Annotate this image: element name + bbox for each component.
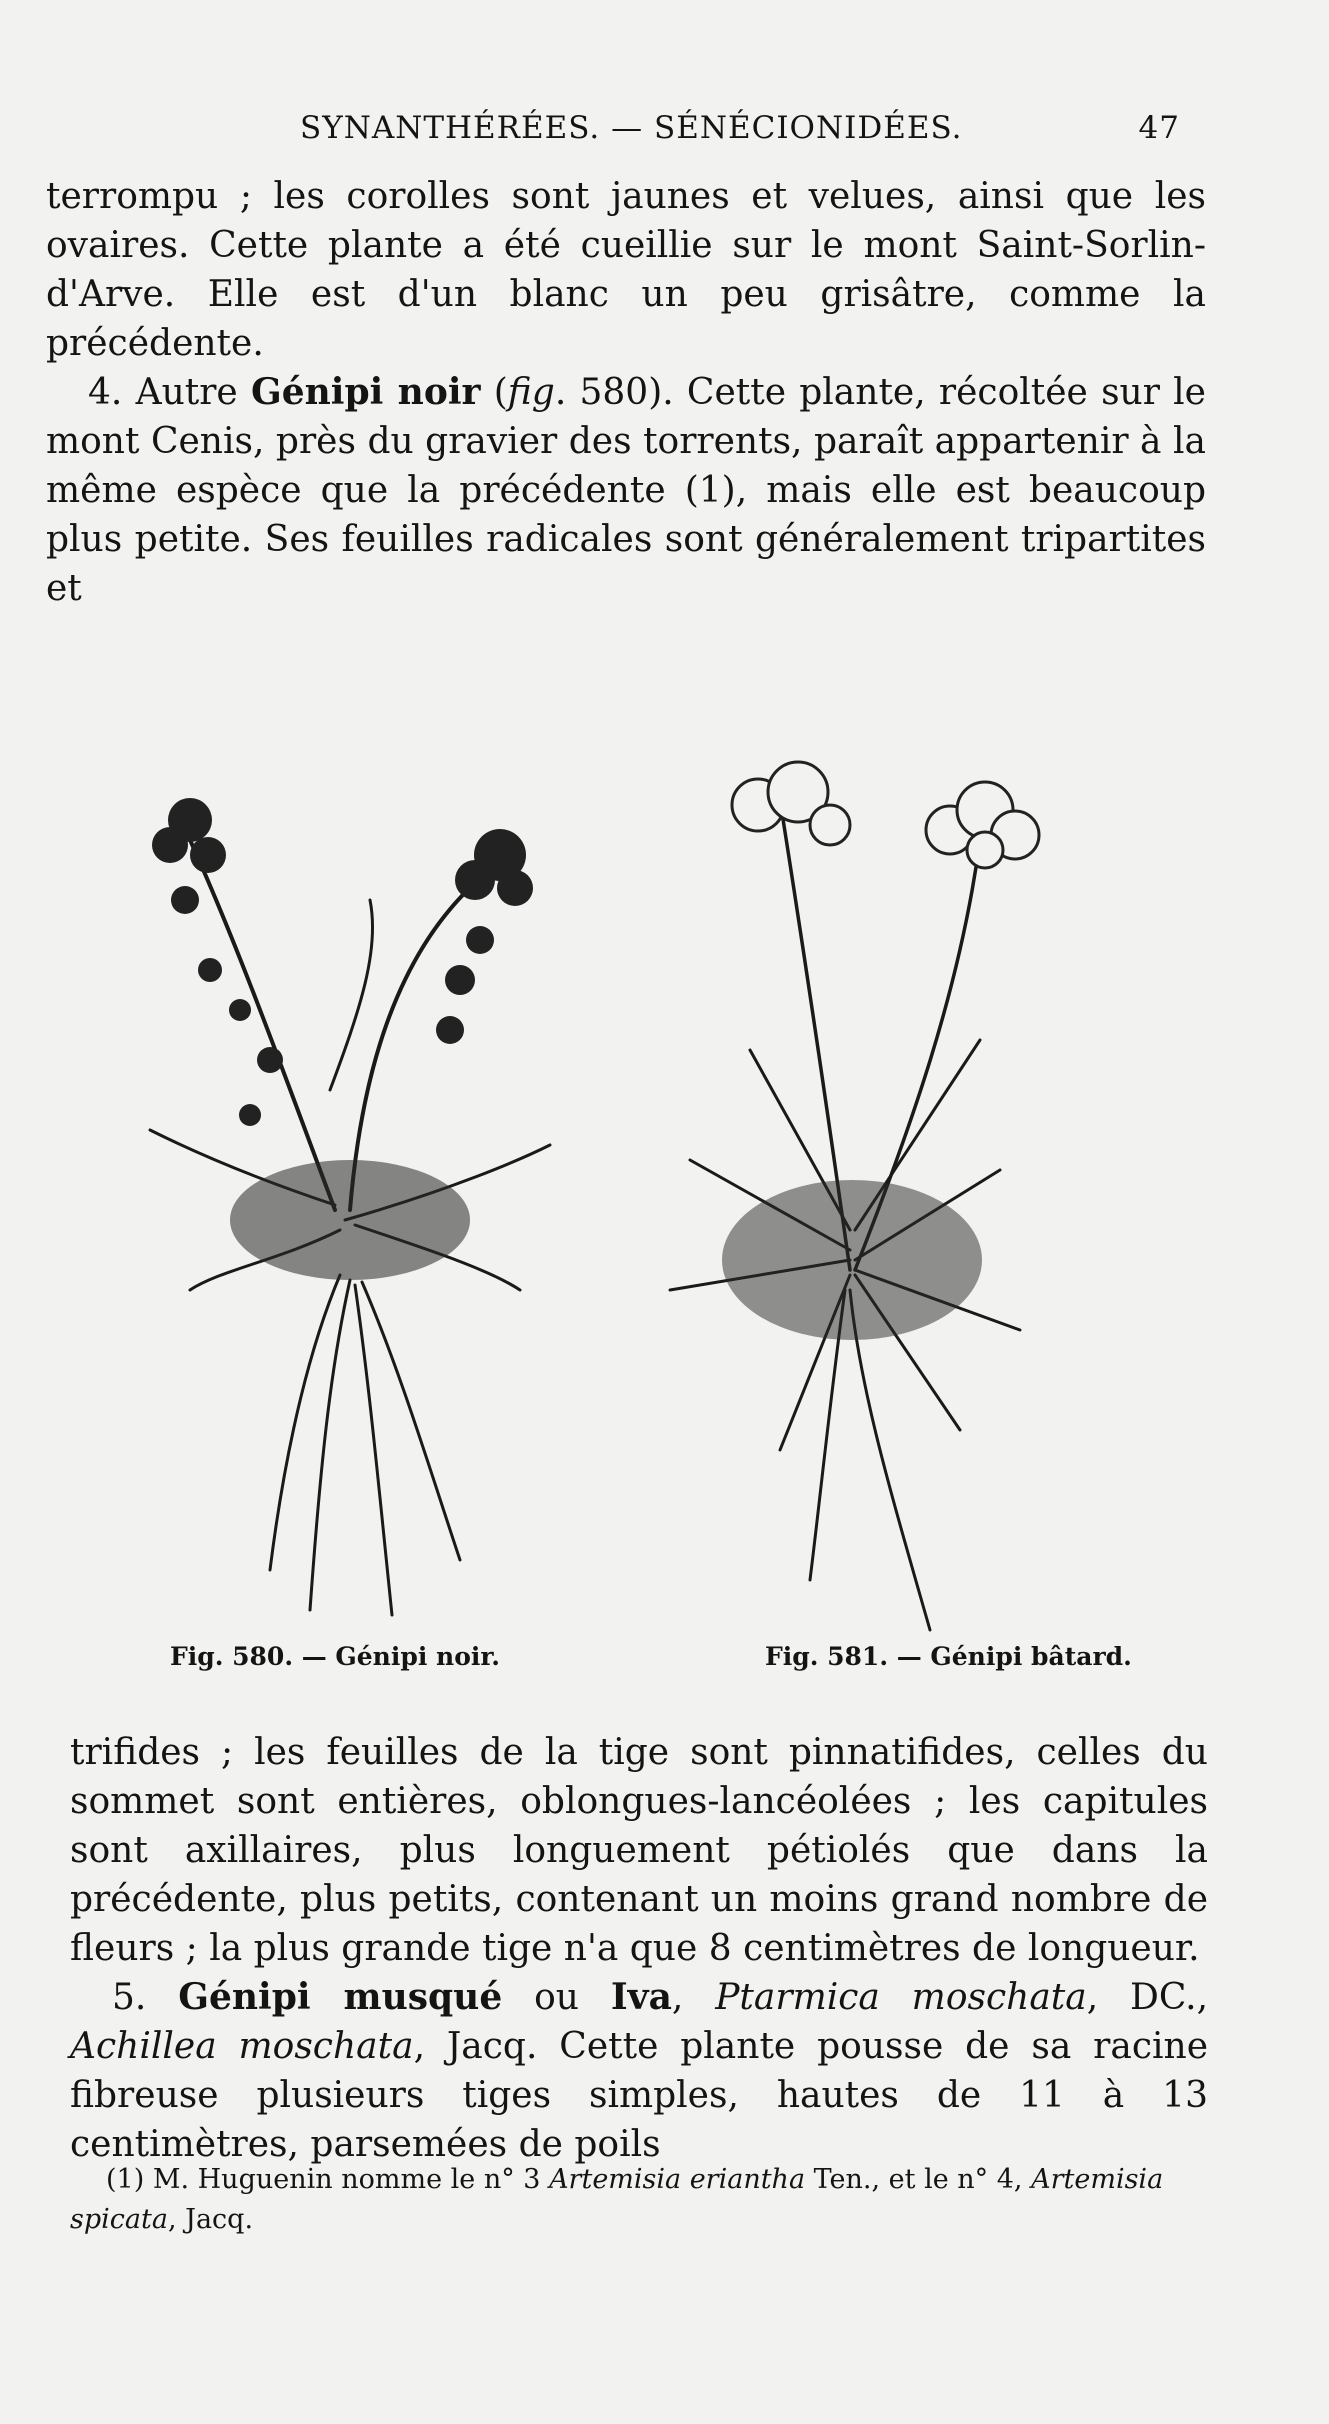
botanical-illustrations <box>130 570 1130 1640</box>
species-name: Génipi noir <box>250 371 481 413</box>
running-header <box>300 110 1200 146</box>
figure-581-illustration <box>670 762 1039 1630</box>
paragraph: terrompu ; les corolles sont jaunes et velues, ainsi que les ovaires. Cette plante a été cueillie sur le mont Saint-Sorlin-d'Arve. Elle est d'un blanc un peu grisâtre, comme la précédente. <box>46 176 1206 364</box>
latin-name: Artemisia spicata <box>70 2164 1164 2235</box>
page-number: 47 <box>1138 110 1180 146</box>
latin-name: Ptarmica moschata <box>715 1977 1087 2018</box>
species-name: Iva <box>610 1976 672 2018</box>
figure-caption-581: Fig. 581. — Génipi bâtard. <box>765 1642 1132 1671</box>
paragraph: 4. Autre Génipi noir (fig. 580). Cette plante, récoltée sur le mont Cenis, près du gravier des torrents, paraît appartenir à la même espèce que la précédente (1), mais elle est beaucoup plus petite. Ses feuilles radicales sont généralement tripartites et <box>46 371 1206 609</box>
latin-name: Achillea moschata <box>70 2026 414 2067</box>
species-name: Génipi musqué <box>178 1976 503 2018</box>
paragraph: trifides ; les feuilles de la tige sont pinnatifides, celles du sommet sont entières, oblongues-lancéolées ; les capitules sont axillaires, plus longuement pétiolés que dans la précédente, plus petits, contenant un moins grand nombre de fleurs ; la plus grande tige n'a que 8 centimètres de longueur. <box>70 1732 1208 1969</box>
text-block-bottom <box>70 1728 1208 2169</box>
text-block-top <box>46 172 1206 613</box>
paragraph: 5. Génipi musqué ou Iva, Ptarmica moschata, DC., Achillea moschata, Jacq. Cette plante pousse de sa racine fibreuse plusieurs tiges simples, hautes de 11 à 13 centimètres, parsemées de poils <box>70 1976 1209 2165</box>
running-title: SYNANTHÉRÉES. — SÉNÉCIONIDÉES. <box>300 110 963 146</box>
figure-580-illustration <box>150 798 550 1615</box>
latin-name: Artemisia eriantha <box>549 2164 806 2195</box>
footnote: (1) M. Huguenin nomme le n° 3 Artemisia eriantha Ten., et le n° 4, Artemisia spicata, Jacq. <box>70 2164 1164 2235</box>
figure-caption-580: Fig. 580. — Génipi noir. <box>170 1642 500 1671</box>
